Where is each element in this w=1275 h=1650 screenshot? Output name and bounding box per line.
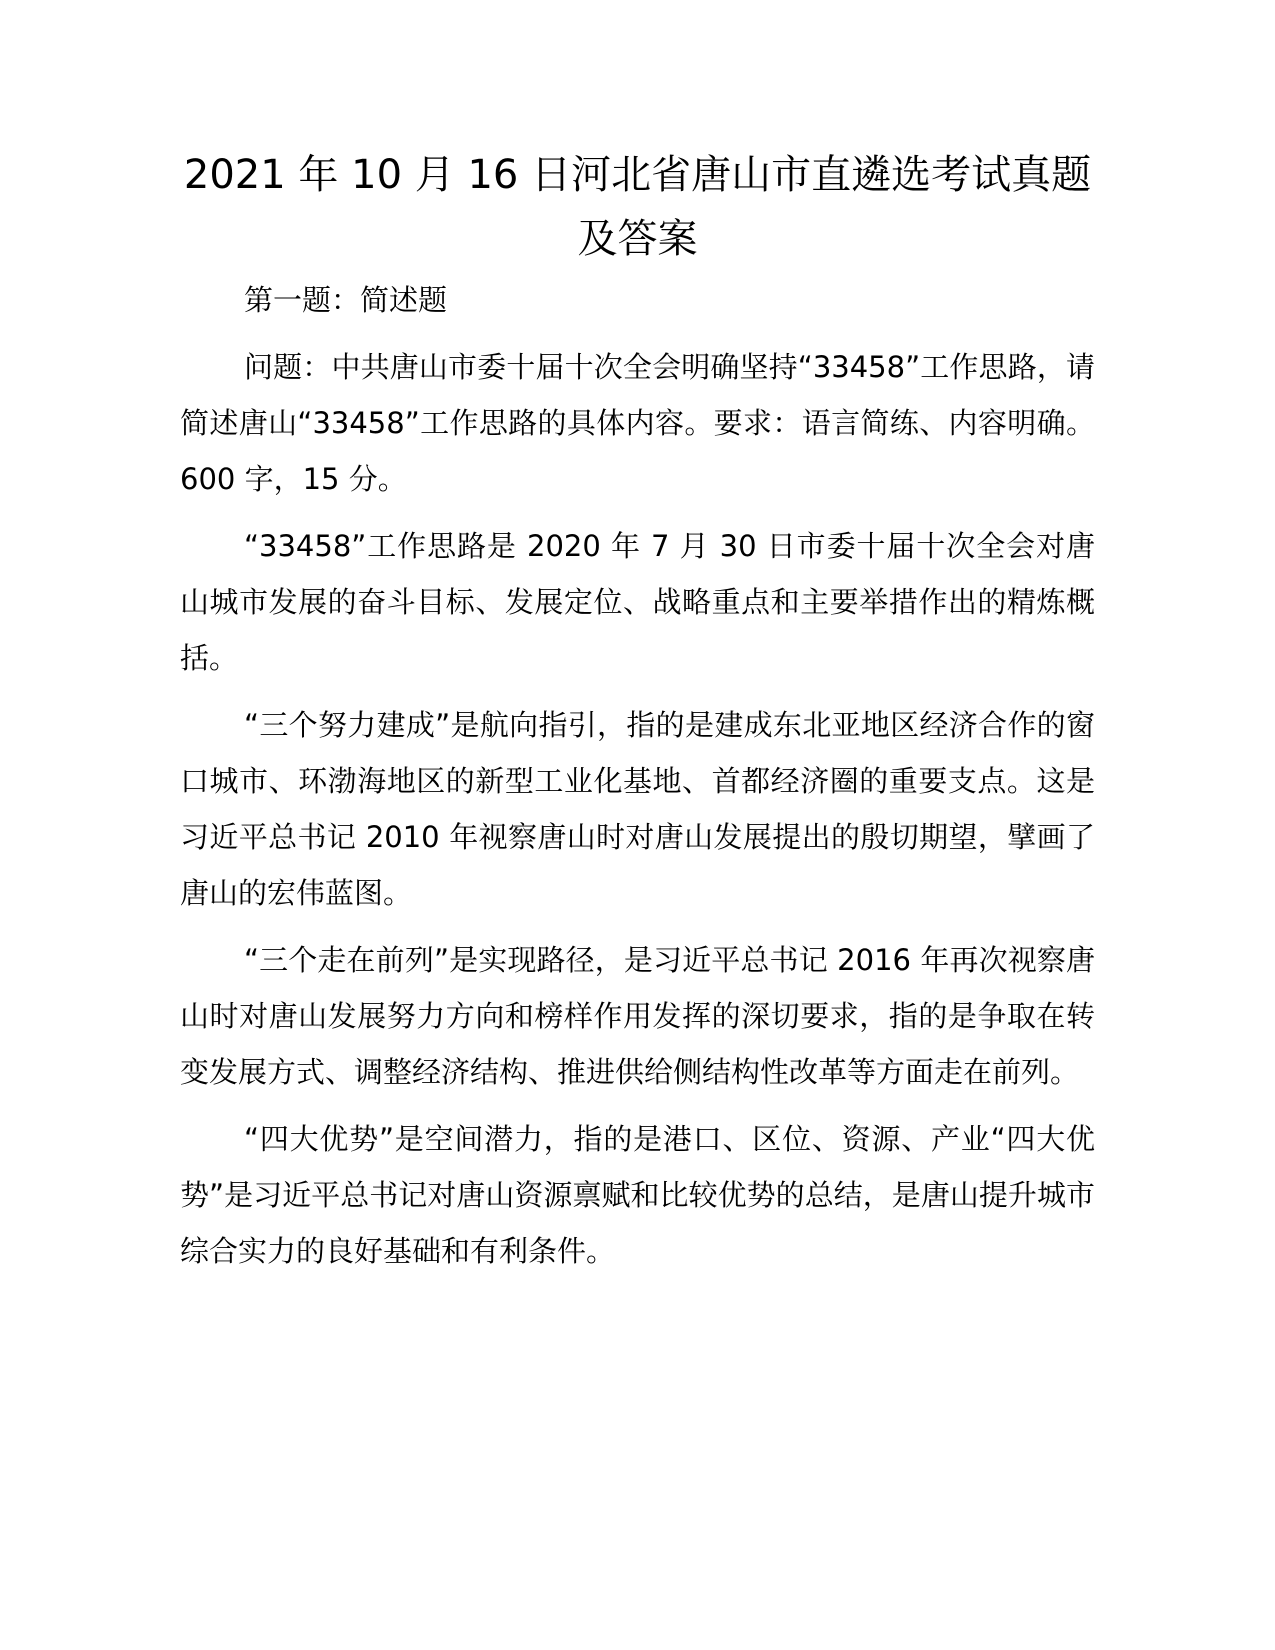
- section-heading: 第一题：简述题: [244, 283, 448, 317]
- document-title: 2021 年 10 月 16 日河北省唐山市直遴选考试真题及答案: [183, 152, 1092, 262]
- answer-paragraph-four-advantages: “四大优势”是空间潜力，指的是港口、区位、资源、产业“四大优势”是习近平总书记对唐山资源禀赋和比较优势的总结，是唐山提升城市综合实力的良好基础和有利条件。: [180, 1122, 1095, 1268]
- answer-paragraph-intro: “33458”工作思路是 2020 年 7 月 30 日市委十届十次全会对唐山城市发展的奋斗目标、发展定位、战略重点和主要举措作出的精炼概括。: [180, 529, 1095, 675]
- question-paragraph: 问题：中共唐山市委十届十次全会明确坚持“33458”工作思路，请简述唐山“33458”工作思路的具体内容。要求：语言简练、内容明确。600 字，15 分。: [180, 350, 1095, 496]
- answer-paragraph-three-build: “三个努力建成”是航向指引，指的是建成东北亚地区经济合作的窗口城市、环渤海地区的新型工业化基地、首都经济圈的重要支点。这是习近平总书记 2010 年视察唐山时对唐山发展提出的殷切期望，擘画了唐山的宏伟蓝图。: [180, 708, 1095, 910]
- answer-paragraph-three-lead: “三个走在前列”是实现路径，是习近平总书记 2016 年再次视察唐山时对唐山发展努力方向和榜样作用发挥的深切要求，指的是争取在转变发展方式、调整经济结构、推进供给侧结构性改革等方面走在前列。: [180, 943, 1095, 1089]
- document-body: [180, 272, 1095, 1290]
